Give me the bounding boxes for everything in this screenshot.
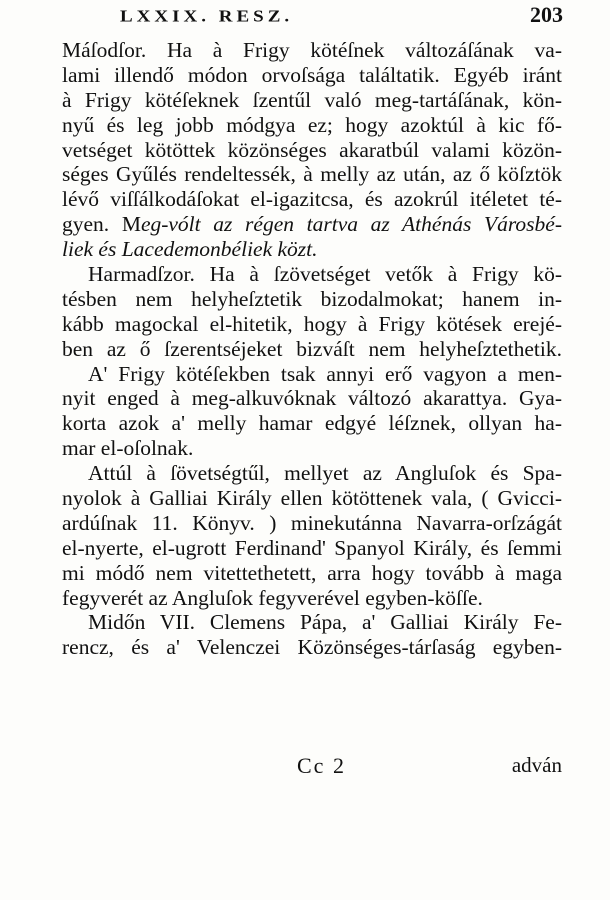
text-line: liek és Lacedemonbéliek közt. — [62, 237, 318, 262]
text-line: à Frigy kötéſeknek ſzentűl való meg-tartáſának, kön- — [62, 87, 562, 112]
text-line: ardúſnak 11. Könyv. ) minekutánna Navarra-orſzágát — [62, 510, 562, 535]
catchword: adván — [511, 753, 562, 777]
signature-mark: Cc 2 — [297, 753, 346, 778]
running-head: LXXIX. RESZ. — [120, 7, 294, 26]
text-line: nyit enged à meg-alkuvóknak változó akarattya. Gya- — [62, 386, 562, 411]
text-line: séges Gyűlés rendeltessék, à melly az után, az ő köſztök — [62, 162, 562, 187]
text-line: mar el-oſolnak. — [62, 436, 194, 461]
text-line: A' Frigy kötéſekben tsak annyi erő vagyon a men- — [88, 361, 562, 386]
text-line: nyolok à Galliai Király ellen kötöttenek vala, ( Gvicci- — [62, 486, 562, 511]
page-number: 203 — [530, 2, 563, 27]
text-line: kább magockal el-hitetik, hogy à Frigy kötések erejé- — [62, 311, 562, 336]
text-line: vetséget kötöttek közönséges akaratbúl valami közön- — [62, 137, 562, 162]
text-line: Attúl à ſövetségtűl, mellyet az Angluſok és Spa- — [88, 461, 562, 486]
text-line: tésben nem helyheſztetik bizodalmokat; hanem in- — [62, 286, 562, 311]
text-line: nyű és leg jobb módgya ez; hogy azoktúl à kic fő- — [62, 112, 562, 137]
text-line: ben az ő ſzerentséjeket bizváſt nem helyheſztethetik. — [62, 336, 562, 361]
text-line: mi módő nem vitettethetett, arra hogy tovább à maga — [62, 560, 562, 585]
text-line: gyen. Meg-vólt az régen tartva az Athénás Városbé- — [62, 212, 562, 237]
text-line: Midőn VII. Clemens Pápa, a' Galliai Király Fe- — [88, 610, 562, 635]
text-line: rencz, és a' Velenczei Közönséges-tárſaság egyben- — [62, 635, 562, 660]
text-line: lami illendő módon orvoſsága találtatik. Egyéb iránt — [62, 62, 562, 87]
text-line: Harmadſzor. Ha à ſzövetséget vetők à Frigy kö- — [88, 262, 562, 287]
page-footer — [62, 753, 562, 783]
page-header — [0, 2, 610, 38]
text-line: Máſodſor. Ha à Frigy kötéſnek változáſának va- — [62, 38, 562, 62]
text-line: lévő viſſálkodáſokat el-igazitcsa, és azokrúl itéletet té- — [62, 187, 562, 212]
body-text — [62, 38, 562, 660]
text-line: fegyverét az Angluſok fegyverével egyben-köſſe. — [62, 585, 483, 610]
text-line: el-nyerte, el-ugrott Ferdinand' Spanyol Király, és ſemmi — [62, 535, 562, 560]
text-line: korta azok a' melly hamar edgyé léſznek, ollyan ha- — [62, 411, 562, 436]
